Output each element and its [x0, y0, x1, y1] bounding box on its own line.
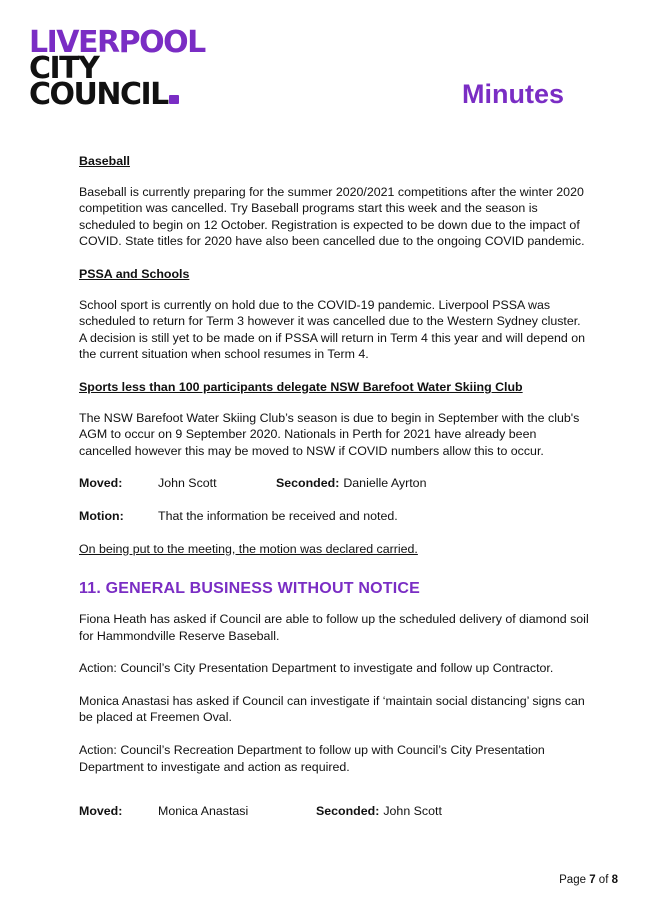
motion-label: Motion: [79, 508, 124, 523]
general-business-heading: 11. GENERAL BUSINESS WITHOUT NOTICE [79, 580, 420, 598]
seconded-value-2: John Scott [383, 804, 442, 819]
moved-label: Moved: [79, 476, 123, 491]
general-business-p1: Fiona Heath has asked if Council are able to follow up the scheduled delivery of diamond soil for Hammondville Reserve Baseball. [79, 612, 589, 643]
pssa-body: School sport is currently on hold due to the COVID-19 pandemic. Liverpool PSSA was scheduled to return for Term 3 however it was cancelled due to the Western Sydney cluster. A decision is still yet to be made on if PSSA will return in Term 4 this year and will depend on the current situation when school resumes in Term 4. [79, 297, 585, 362]
motion1-motion-row [79, 508, 589, 525]
page-current: 7 [589, 874, 596, 886]
barefoot-body: The NSW Barefoot Water Skiing Club’s season is due to begin in September with the club's AGM to occur on 9 September 2020. Nationals in Perth for 2021 have already been cancelled however this may be moved to NSW if COVID numbers allow this to occur. [79, 410, 580, 458]
barefoot-heading: Sports less than 100 participants delegate NSW Barefoot Water Skiing Club [79, 379, 523, 394]
baseball-heading: Baseball [79, 154, 130, 168]
council-logo [29, 25, 229, 112]
page-number [559, 874, 618, 886]
page-prefix: Page [559, 874, 586, 886]
motion-carried: On being put to the meeting, the motion was declared carried. [79, 541, 418, 556]
motion-value: That the information be received and noted. [158, 508, 398, 523]
motion2-moved-row [79, 803, 589, 820]
logo-line-3-text: COUNCIL [29, 77, 168, 112]
document-title: Minutes [461, 79, 564, 109]
seconded-label-2: Seconded: [316, 804, 380, 819]
general-business-p2: Action: Council’s City Presentation Department to investigate and follow up Contractor. [79, 661, 554, 676]
seconded-value: Danielle Ayrton [343, 476, 427, 491]
logo-line-3 [29, 77, 229, 112]
general-business-p3: Monica Anastasi has asked if Council can investigate if ‘maintain social distancing’ signs can be placed at Freemen Oval. [79, 693, 585, 725]
general-business-p4: Action: Council’s Recreation Department to follow up with Council’s City Presentation Department to investigate and action as required. [79, 743, 545, 774]
moved-value-2: Monica Anastasi [158, 804, 249, 819]
seconded-label: Seconded: [276, 476, 340, 491]
moved-value: John Scott [158, 476, 217, 491]
logo-mark-icon [169, 95, 179, 104]
pssa-heading: PSSA and Schools [79, 266, 190, 281]
motion1-moved-row [79, 475, 589, 492]
baseball-body: Baseball is currently preparing for the summer 2020/2021 competitions after the winter 2020 competition was cancelled. Try Baseball programs start this week and the season is scheduled to begin on 12 October. Registration is expected to be down due to the impact of COVID. State titles for 2020 have also been cancelled due to the ongoing COVID pandemic. [79, 184, 585, 249]
logo-line-2: CITY [29, 51, 99, 86]
logo-line-1: LIVERPOOL [29, 25, 205, 60]
page-total: 8 [611, 874, 618, 886]
page-of: of [598, 874, 609, 886]
minutes-content [79, 153, 589, 820]
moved-label-2: Moved: [79, 804, 123, 819]
